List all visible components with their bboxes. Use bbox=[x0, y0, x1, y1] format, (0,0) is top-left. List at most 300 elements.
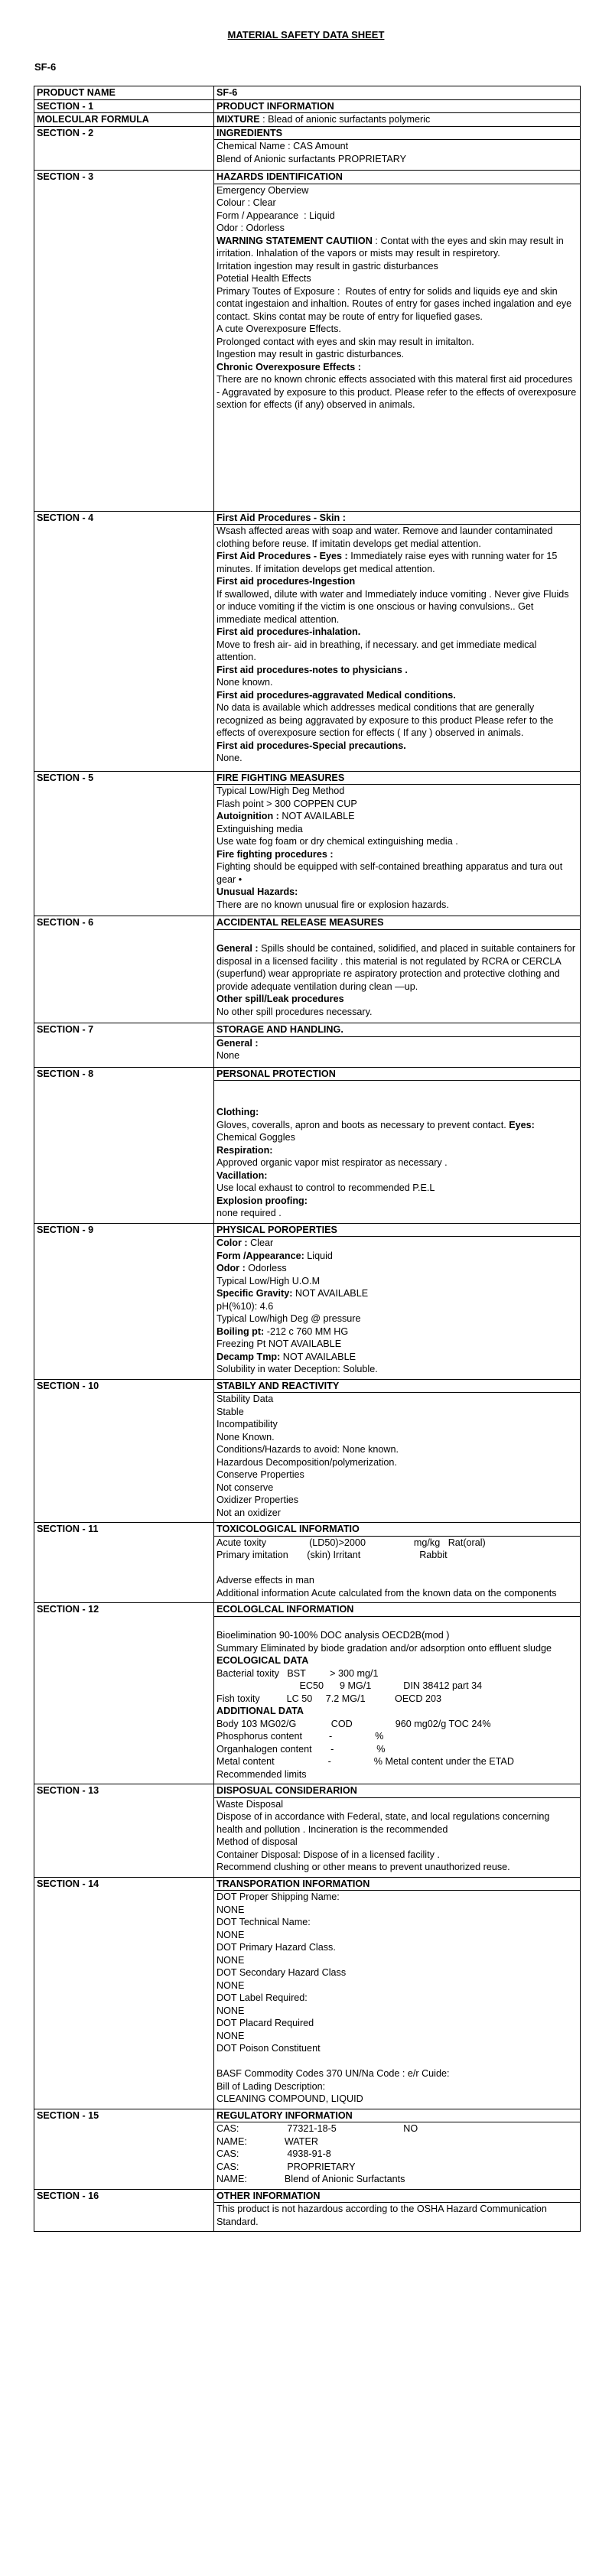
content-line bbox=[216, 1667, 578, 1680]
content-line bbox=[216, 1537, 578, 1550]
line-text: None. bbox=[216, 753, 243, 763]
line-text: NONE bbox=[216, 2030, 245, 2041]
line-text: Chemical Goggles bbox=[216, 1132, 295, 1143]
section-row bbox=[34, 1877, 581, 2109]
content-line bbox=[216, 1482, 578, 1495]
line-text: Freezing Pt NOT AVAILABLE bbox=[216, 1338, 342, 1349]
section-heading: FIRE FIGHTING MEASURES bbox=[214, 772, 580, 785]
content-line bbox=[216, 1891, 578, 1904]
content-line bbox=[216, 1629, 578, 1642]
section-heading: STABILY AND REACTIVITY bbox=[214, 1380, 580, 1394]
line-text: EC50 9 MG/1 DIN 38412 part 34 bbox=[216, 1680, 483, 1691]
bold-label: Respiration: bbox=[216, 1144, 273, 1156]
content-line bbox=[216, 1798, 578, 1811]
section-label: SECTION - 15 bbox=[34, 2109, 214, 2189]
section-heading: STORAGE AND HANDLING. bbox=[214, 1023, 580, 1037]
content-line bbox=[216, 1300, 578, 1313]
content-line bbox=[216, 1743, 578, 1756]
content-line bbox=[216, 2122, 578, 2135]
line-text: Solubility in water Deception: Soluble. bbox=[216, 1364, 378, 1374]
content-line bbox=[216, 1131, 578, 1144]
line-text: Acute toxity (LD50)>2000 mg/kg Rat(oral) bbox=[216, 1537, 486, 1548]
content-line bbox=[216, 1207, 578, 1220]
content-line bbox=[216, 373, 578, 411]
section-heading: TOXICOLOGICAL INFORMATIO bbox=[214, 1523, 580, 1537]
line-text: Blend of Anionic surfactants PROPRIETARY bbox=[216, 153, 407, 164]
section-heading: HAZARDS IDENTIFICATION bbox=[214, 171, 580, 184]
bold-label: First aid procedures-aggravated Medical conditions. bbox=[216, 689, 456, 701]
line-text: CLEANING COMPOUND, LIQUID bbox=[216, 2093, 363, 2104]
content-line bbox=[216, 1275, 578, 1288]
section-label: SECTION - 8 bbox=[34, 1067, 214, 1223]
bold-label: Autoignition : bbox=[216, 811, 279, 821]
content-line bbox=[216, 1562, 578, 1575]
content-line bbox=[216, 664, 578, 677]
content-line bbox=[216, 1406, 578, 1419]
line-text: CAS: PROPRIETARY bbox=[216, 2161, 356, 2172]
spacer bbox=[216, 2228, 578, 2231]
content-line bbox=[216, 810, 578, 823]
line-text: DOT Secondary Hazard Class bbox=[216, 1967, 347, 1978]
content-line bbox=[216, 348, 578, 361]
bold-label: First aid procedures-notes to physicians . bbox=[216, 664, 408, 675]
content-line bbox=[216, 1182, 578, 1195]
content-line bbox=[216, 1363, 578, 1376]
content-line bbox=[216, 1237, 578, 1250]
section-row bbox=[34, 126, 581, 171]
content-line bbox=[216, 1810, 578, 1836]
spacer bbox=[216, 1062, 578, 1067]
bold-label: ECOLOGICAL DATA bbox=[216, 1655, 309, 1666]
bold-label: First aid procedures-Special precautions. bbox=[216, 740, 406, 751]
content-line bbox=[216, 1081, 578, 1094]
line-text: Container Disposal: Dispose of in a licensed facility . bbox=[216, 1849, 440, 1860]
line-text: Organhalogen content - % bbox=[216, 1743, 386, 1755]
line-text: Flash point > 300 COPPEN CUP bbox=[216, 798, 357, 809]
line-text: Form / Appearance : Liquid bbox=[216, 210, 335, 221]
bold-label: General : bbox=[216, 943, 259, 954]
content-line bbox=[216, 2161, 578, 2174]
section-label: SECTION - 9 bbox=[34, 1223, 214, 1379]
section-row bbox=[34, 1603, 581, 1784]
content-line bbox=[216, 1836, 578, 1849]
content-line bbox=[216, 740, 578, 753]
line-text bbox=[216, 931, 220, 942]
line-text: Stable bbox=[216, 1406, 244, 1417]
content-line bbox=[216, 2173, 578, 2186]
bold-label: Eyes: bbox=[509, 1119, 535, 1130]
line-text: Dispose of in accordance with Federal, state, and local regulations concerning health and pollution . Incineration is the recommended bbox=[216, 1811, 552, 1835]
line-text: NONE bbox=[216, 1954, 245, 1966]
bold-label: Other spill/Leak procedures bbox=[216, 994, 344, 1004]
line-text: Recommend clushing or other means to prevent unauthorized reuse. bbox=[216, 1862, 510, 1872]
line-text: Additional information Acute calculated from the known data on the components bbox=[216, 1587, 557, 1599]
content-line bbox=[216, 639, 578, 664]
line-text: Method of disposal bbox=[216, 1836, 298, 1847]
line-text: None Known. bbox=[216, 1431, 275, 1442]
content-line bbox=[216, 1431, 578, 1444]
section-row bbox=[34, 1223, 581, 1379]
section-content bbox=[214, 511, 581, 771]
section-label: SECTION - 1 bbox=[34, 99, 214, 113]
spacer bbox=[216, 1599, 578, 1602]
msds-table-body bbox=[34, 86, 581, 2232]
bold-label: Fire fighting procedures : bbox=[216, 848, 334, 860]
content-line bbox=[216, 1861, 578, 1874]
content-line bbox=[216, 1654, 578, 1667]
content-line bbox=[216, 752, 578, 765]
bold-label: Decamp Tmp: bbox=[216, 1351, 281, 1362]
line-text: Use local exhaust to control to recommended P.E.L bbox=[216, 1182, 435, 1193]
line-text: NAME: WATER bbox=[216, 2135, 318, 2147]
section-row bbox=[34, 1379, 581, 1523]
section-label: SECTION - 3 bbox=[34, 171, 214, 512]
spacer bbox=[216, 1018, 578, 1023]
line-text: Stability Data bbox=[216, 1394, 274, 1404]
section-label: SECTION - 2 bbox=[34, 126, 214, 171]
content-line bbox=[216, 1393, 578, 1406]
section-heading: INGREDIENTS bbox=[214, 127, 580, 141]
line-text: None known. bbox=[216, 677, 273, 688]
line-text: pH(%10): 4.6 bbox=[216, 1300, 274, 1312]
line-text: DOT Placard Required bbox=[216, 2018, 314, 2028]
bold-label: First Aid Procedures - Eyes : bbox=[216, 551, 348, 561]
line-text: Hazardous Decomposition/polymerization. bbox=[216, 1456, 397, 1468]
section-content bbox=[214, 771, 581, 916]
content-line bbox=[216, 260, 578, 273]
spacer bbox=[216, 165, 578, 170]
line-text: Waste Disposal bbox=[216, 1798, 284, 1810]
section-row bbox=[34, 171, 581, 512]
product-code: SF-6 bbox=[34, 61, 57, 73]
content-line bbox=[216, 272, 578, 285]
section-row bbox=[34, 511, 581, 771]
line-text: Immediately raise eyes with running water for 15 minutes. If imitation develops get medical attention. bbox=[216, 551, 560, 574]
line-text: CAS: 4938-91-8 bbox=[216, 2148, 331, 2159]
content-line bbox=[216, 676, 578, 689]
content-line bbox=[216, 113, 578, 126]
content-line bbox=[216, 689, 578, 702]
line-text: none required . bbox=[216, 1208, 282, 1218]
line-text: Ingestion may result in gastric disturbances. bbox=[216, 349, 404, 359]
line-text: Bacterial toxity BST > 300 mg/1 bbox=[216, 1667, 379, 1679]
bold-label: First aid procedures-Ingestion bbox=[216, 576, 356, 587]
content-line bbox=[216, 222, 578, 235]
content-line bbox=[216, 2005, 578, 2018]
content-line bbox=[216, 361, 578, 374]
content-line bbox=[216, 197, 578, 210]
section-row bbox=[34, 1523, 581, 1603]
line-text: CAS: 77321-18-5 NO bbox=[216, 2123, 418, 2134]
section-row bbox=[34, 771, 581, 916]
line-text: BASF Commodity Codes 370 UN/Na Code : e/r Cuide: bbox=[216, 2068, 450, 2079]
line-text: Emergency Oberview bbox=[216, 184, 309, 196]
content-line bbox=[216, 1325, 578, 1338]
content-line bbox=[216, 823, 578, 836]
line-text: DOT Label Required: bbox=[216, 1992, 308, 2003]
spacer bbox=[216, 2106, 578, 2109]
bold-label: MIXTURE bbox=[216, 114, 260, 125]
section-content bbox=[214, 1379, 581, 1523]
spacer bbox=[216, 1874, 578, 1877]
section-content bbox=[214, 113, 581, 127]
line-text: Not an oxidizer bbox=[216, 1507, 281, 1518]
section-row bbox=[34, 2189, 581, 2232]
content-line bbox=[216, 2017, 578, 2030]
content-line bbox=[216, 153, 578, 166]
section-content bbox=[214, 126, 581, 171]
line-text: If swallowed, dilute with water and Immediately induce vomiting . Never give Fluids or induce vomiting if the victim is one onscious or having convulsions.. Get immediate medical attention. bbox=[216, 588, 572, 625]
line-text: Gloves, coveralls, apron and boots as necessary to prevent contact. bbox=[216, 1119, 509, 1130]
content-line bbox=[216, 1351, 578, 1364]
bold-label: Specific Gravity: bbox=[216, 1288, 293, 1299]
section-content bbox=[214, 916, 581, 1023]
section-label: SECTION - 4 bbox=[34, 511, 214, 771]
content-line bbox=[216, 2148, 578, 2161]
content-line bbox=[216, 1849, 578, 1862]
line-text: None bbox=[216, 1050, 240, 1061]
spacer bbox=[216, 765, 578, 771]
line-text: Bioelimination 90-100% DOC analysis OECD2B(mod ) bbox=[216, 1630, 450, 1641]
line-text: Recommended limits bbox=[216, 1768, 307, 1780]
content-line bbox=[216, 1549, 578, 1562]
spacer bbox=[216, 2186, 578, 2189]
content-line bbox=[216, 2042, 578, 2055]
msds-table bbox=[34, 86, 581, 2232]
line-text: NOT AVAILABLE bbox=[278, 811, 355, 821]
bold-label: Unusual Hazards: bbox=[216, 886, 298, 897]
line-text: Body 103 MG02/G COD 960 mg02/g TOC 24% bbox=[216, 1718, 491, 1729]
line-text: There are no known unusual fire or explosion hazards. bbox=[216, 899, 449, 910]
content-line bbox=[216, 525, 578, 550]
bold-label: ADDITIONAL DATA bbox=[216, 1706, 304, 1716]
content-line bbox=[216, 993, 578, 1006]
bold-label: Color : bbox=[216, 1238, 248, 1248]
line-text: NONE bbox=[216, 2005, 245, 2016]
line-text: Wsash affected areas with soap and water. Remove and launder contaminated clothing before reuse. If imitatin develops get medial attention. bbox=[216, 525, 555, 549]
content-line bbox=[216, 1617, 578, 1630]
content-line bbox=[216, 1469, 578, 1482]
content-line bbox=[216, 798, 578, 811]
section-heading: ACCIDENTAL RELEASE MEASURES bbox=[214, 916, 580, 930]
content-line bbox=[216, 2203, 578, 2228]
section-row bbox=[34, 1023, 581, 1068]
content-line bbox=[216, 2093, 578, 2106]
content-line bbox=[216, 942, 578, 993]
section-content bbox=[214, 1877, 581, 2109]
line-text: Typical Low/High Deg Method bbox=[216, 785, 345, 796]
content-line bbox=[216, 2030, 578, 2043]
line-text: Summary Eliminated by biode gradation and/or adsorption onto effluent sludge bbox=[216, 1642, 552, 1654]
line-text: Odorless bbox=[245, 1263, 287, 1273]
spacer bbox=[216, 911, 578, 916]
content-line bbox=[216, 1730, 578, 1743]
section-heading: DISPOSUAL CONSIDERARION bbox=[214, 1784, 580, 1798]
content-line bbox=[216, 1456, 578, 1469]
line-text: Liquid bbox=[304, 1250, 333, 1261]
line-text: Approved organic vapor mist respirator as necessary . bbox=[216, 1157, 448, 1168]
section-label: SECTION - 6 bbox=[34, 916, 214, 1023]
spacer bbox=[216, 1519, 578, 1522]
line-text: DOT Poison Constituent bbox=[216, 2043, 321, 2054]
content-line bbox=[216, 1144, 578, 1157]
content-line bbox=[216, 210, 578, 223]
content-line bbox=[216, 1755, 578, 1768]
content-line bbox=[216, 1287, 578, 1300]
line-text: : Contat with the eyes and skin may result in irritation. Inhalation of the vapors or mists may result in respiretory. bbox=[216, 235, 567, 259]
content-line bbox=[216, 1904, 578, 1917]
section-content bbox=[214, 99, 581, 113]
line-text: Conditions/Hazards to avoid: None known. bbox=[216, 1444, 399, 1455]
line-text: Spills should be contained, solidified, and placed in suitable containers for disposal in a licensed facility . this material is not regulated by RCRA or CERCLA (superfund) wear appropriate re aspiratory protection and protective clothing and provide adequate ventilation during clean —up. bbox=[216, 943, 578, 992]
content-line bbox=[216, 2067, 578, 2080]
bold-label: Odor : bbox=[216, 1263, 246, 1273]
section-label: PRODUCT NAME bbox=[34, 86, 214, 100]
section-label: SECTION - 11 bbox=[34, 1523, 214, 1603]
section-content bbox=[214, 2189, 581, 2232]
bold-label: Explosion proofing: bbox=[216, 1195, 308, 1206]
section-row bbox=[34, 113, 581, 127]
section-heading: PERSONAL PROTECTION bbox=[214, 1068, 580, 1081]
section-content bbox=[214, 1784, 581, 1878]
content-line bbox=[216, 235, 578, 260]
section-heading: TRANSPORATION INFORMATION bbox=[214, 1878, 580, 1891]
line-text: NONE bbox=[216, 1904, 245, 1915]
section-content bbox=[214, 1067, 581, 1223]
content-line bbox=[216, 835, 578, 848]
line-text: Primary imitation (skin) Irritant Rabbit bbox=[216, 1550, 448, 1560]
line-text: Typical Low/high Deg @ pressure bbox=[216, 1313, 361, 1324]
line-text bbox=[216, 1618, 220, 1628]
section-row bbox=[34, 1067, 581, 1223]
line-text: Not conserve bbox=[216, 1482, 274, 1493]
line-text: DOT Primary Hazard Class. bbox=[216, 1942, 336, 1953]
line-text: Primary Toutes of Exposure : Routes of entry for solids and liquids eye and skin contat ingestaion and inhaltion. Routes of entry for gases inched ingalation and eye contact. Skins contat may be route of entry for liquefied gases. bbox=[216, 285, 575, 322]
section-label: SECTION - 5 bbox=[34, 771, 214, 916]
content-line bbox=[216, 550, 578, 575]
content-line bbox=[216, 1929, 578, 1942]
line-text: No data is available which addresses medical conditions that are generally recognized as being aggravated by exposure to this product Please refer to the effects of overexposure section for effects ( If any ) observed in animals. bbox=[216, 702, 556, 738]
section-content bbox=[214, 86, 581, 100]
content-line bbox=[216, 1443, 578, 1456]
line-text: NAME: Blend of Anionic Surfactants bbox=[216, 2174, 405, 2184]
content-line bbox=[216, 1094, 578, 1107]
section-label: SECTION - 10 bbox=[34, 1379, 214, 1523]
content-line bbox=[216, 1941, 578, 1954]
section-row bbox=[34, 2109, 581, 2189]
content-line bbox=[216, 1979, 578, 1992]
content-line bbox=[216, 140, 578, 153]
content-line bbox=[216, 1992, 578, 2005]
section-label: SECTION - 12 bbox=[34, 1603, 214, 1784]
content-line bbox=[216, 1006, 578, 1019]
content-line bbox=[216, 1954, 578, 1967]
spacer bbox=[216, 1781, 578, 1784]
line-text: Fighting should be equipped with self-contained breathing apparatus and tura out gear • bbox=[216, 861, 565, 885]
section-heading: OTHER INFORMATION bbox=[214, 2190, 580, 2204]
content-line bbox=[216, 323, 578, 336]
content-line bbox=[216, 1507, 578, 1520]
section-content bbox=[214, 1023, 581, 1068]
content-line bbox=[216, 1705, 578, 1718]
line-text: Adverse effects in man bbox=[216, 1575, 314, 1586]
line-text: NONE bbox=[216, 1929, 245, 1940]
line-text: Phosphorus content - % bbox=[216, 1731, 384, 1742]
section-content bbox=[214, 2109, 581, 2189]
line-text: -212 c 760 MM HG bbox=[264, 1325, 349, 1337]
line-text: NOT AVAILABLE bbox=[280, 1351, 356, 1362]
bold-label: First aid procedures-inhalation. bbox=[216, 626, 361, 637]
section-label: SECTION - 13 bbox=[34, 1784, 214, 1878]
content-line bbox=[216, 1574, 578, 1587]
bold-label: Vacillation: bbox=[216, 1169, 268, 1181]
line-text: Typical Low/High U.O.M bbox=[216, 1275, 321, 1286]
line-text: Oxidizer Properties bbox=[216, 1495, 299, 1505]
line-text: Fish toxity LC 50 7.2 MG/1 OECD 203 bbox=[216, 1693, 441, 1704]
section-row bbox=[34, 916, 581, 1023]
content-line bbox=[216, 1156, 578, 1169]
bold-label: WARNING STATEMENT CAUTIION bbox=[216, 235, 373, 246]
content-line bbox=[216, 1037, 578, 1050]
content-line bbox=[216, 1494, 578, 1507]
spacer bbox=[216, 411, 578, 511]
content-line bbox=[216, 336, 578, 349]
content-line bbox=[216, 1916, 578, 1929]
section-label: SECTION - 7 bbox=[34, 1023, 214, 1068]
section-label: SECTION - 16 bbox=[34, 2189, 214, 2232]
line-text: Conserve Properties bbox=[216, 1469, 304, 1480]
content-line bbox=[216, 626, 578, 639]
line-text: Use wate fog foam or dry chemical extinguishing media . bbox=[216, 836, 458, 847]
line-text: Move to fresh air- aid in breathing, if necessary. and get immediate medical attention. bbox=[216, 639, 539, 662]
content-line bbox=[216, 285, 578, 324]
content-line bbox=[216, 1587, 578, 1600]
content-line bbox=[216, 1693, 578, 1706]
line-text: Prolonged contact with eyes and skin may result in imitalton. bbox=[216, 336, 474, 347]
line-text: Chemical Name : CAS Amount bbox=[216, 141, 349, 151]
line-text: Extinguishing media bbox=[216, 823, 303, 834]
section-content bbox=[214, 1603, 581, 1784]
section-row bbox=[34, 99, 581, 113]
section-row bbox=[34, 86, 581, 100]
section-heading: PHYSICAL POROPERTIES bbox=[214, 1224, 580, 1238]
line-text: : Blead of anionic surfactants polymeric bbox=[259, 114, 431, 125]
bold-label: Form /Appearance: bbox=[216, 1250, 304, 1261]
line-text: DOT Technical Name: bbox=[216, 1917, 311, 1927]
content-line bbox=[216, 1250, 578, 1263]
document-title: MATERIAL SAFETY DATA SHEET bbox=[227, 29, 385, 41]
section-content bbox=[214, 1223, 581, 1379]
content-line bbox=[216, 1338, 578, 1351]
content-line bbox=[216, 1262, 578, 1275]
section-content bbox=[214, 1523, 581, 1603]
content-line bbox=[216, 588, 578, 626]
content-line bbox=[216, 1312, 578, 1325]
section-content bbox=[214, 171, 581, 512]
content-line bbox=[216, 2135, 578, 2148]
content-line bbox=[216, 1195, 578, 1208]
spacer bbox=[216, 1220, 578, 1223]
content-line bbox=[216, 1119, 578, 1132]
content-line bbox=[216, 1718, 578, 1731]
section-heading: ECOLOGLCAL INFORMATION bbox=[214, 1603, 580, 1617]
line-text: NONE bbox=[216, 1979, 245, 1991]
content-line bbox=[216, 1680, 578, 1693]
line-text: Metal content - % Metal content under the ETAD bbox=[216, 1756, 514, 1767]
content-line bbox=[216, 1418, 578, 1431]
bold-label: General : bbox=[216, 1037, 259, 1049]
section-label: MOLECULAR FORMULA bbox=[34, 113, 214, 127]
